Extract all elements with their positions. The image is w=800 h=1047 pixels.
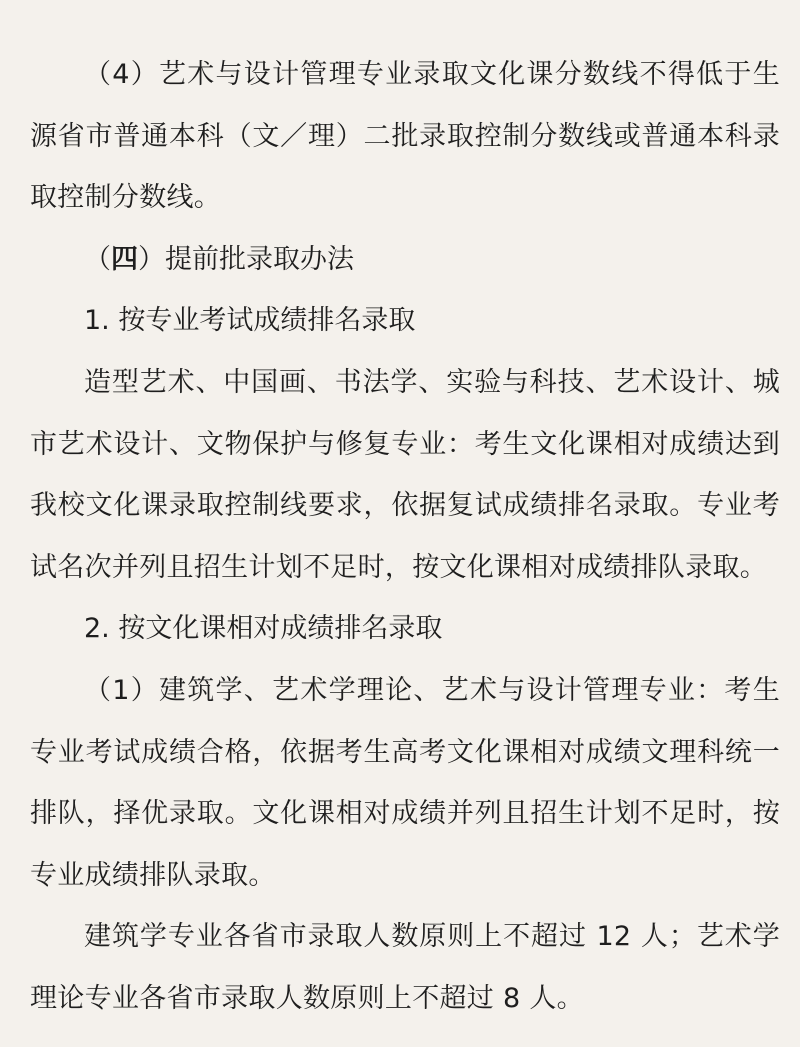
subheading-by-professional-exam: 1. 按专业考试成绩排名录取 — [84, 305, 416, 337]
subheading-by-culture-score: 2. 按文化课相对成绩排名录取 — [84, 613, 443, 645]
section-heading-title: ）提前批录取办法 — [138, 243, 354, 275]
section-heading-open-paren: （ — [84, 243, 111, 275]
section-heading-number: 四 — [111, 243, 138, 275]
section-heading-early-admission — [30, 229, 780, 291]
paragraph-architecture-admission: （1）建筑学、艺术学理论、艺术与设计管理专业：考生专业考试成绩合格，依据考生高考文化课相对成绩文理科统一排队，择优录取。文化课相对成绩并列且招生计划不足时，按专业成绩排队录取。 — [30, 674, 780, 891]
paragraph-art-design-management-score: （4）艺术与设计管理专业录取文化课分数线不得低于生源省市普通本科（文／理）二批录取控制分数线或普通本科录取控制分数线。 — [30, 59, 780, 214]
paragraph-fine-arts-admission: 造型艺术、中国画、书法学、实验与科技、艺术设计、城市艺术设计、文物保护与修复专业：考生文化课相对成绩达到我校文化课录取控制线要求，依据复试成绩排名录取。专业考试名次并列且招生计划不足时，按文化课相对成绩排队录取。 — [30, 366, 780, 583]
paragraph-admission-quota: 建筑学专业各省市录取人数原则上不超过 12 人；艺术学理论专业各省市录取人数原则上不超过 8 人。 — [30, 921, 780, 1014]
